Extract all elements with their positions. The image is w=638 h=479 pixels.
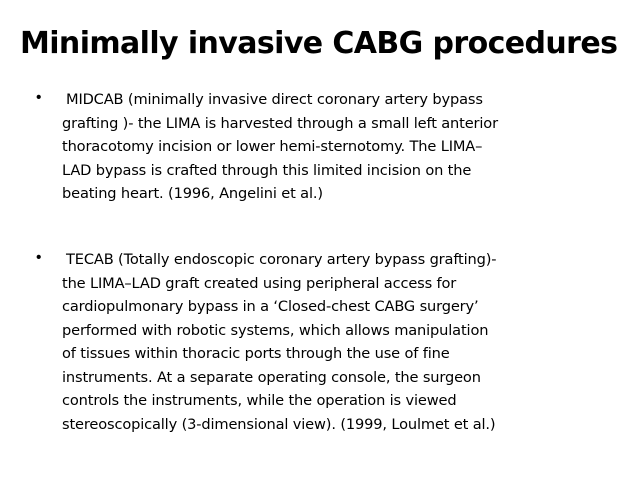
bullet-line: grafting )- the LIMA is harvested through a small left anterior [62,114,498,132]
bullet-line: the LIMA–LAD graft created using peripheral access for [62,274,457,292]
bullet-line: MIDCAB (minimally invasive direct coronary artery bypass [66,91,483,108]
bullet-marker: • [36,89,42,106]
bullet-line: TECAB (Totally endoscopic coronary artery bypass grafting)- [66,251,497,268]
bullet-line: instruments. At a separate operating console, the surgeon [62,368,481,386]
bullet-line: LAD bypass is crafted through this limited incision on the [62,161,472,179]
bullet-midcab [62,88,622,206]
bullet-line: cardiopulmonary bypass in a ‘Closed-chest CABG surgery’ [62,298,479,315]
bullet-marker: • [36,249,42,266]
bullet-tecab [62,248,622,436]
bullet-line: of tissues within thoracic ports through the use of fine [62,345,450,362]
bullet-line: performed with robotic systems, which allows manipulation [62,321,489,339]
bullet-line: stereoscopically (3-dimensional view). (1999, Loulmet et al.) [62,415,496,433]
slide-title: Minimally invasive CABG procedures [20,26,618,61]
bullet-line: thoracotomy incision or lower hemi-sternotomy. The LIMA– [62,138,483,155]
bullet-line: controls the instruments, while the operation is viewed [62,392,457,409]
bullet-line: beating heart. (1996, Angelini et al.) [62,185,323,202]
